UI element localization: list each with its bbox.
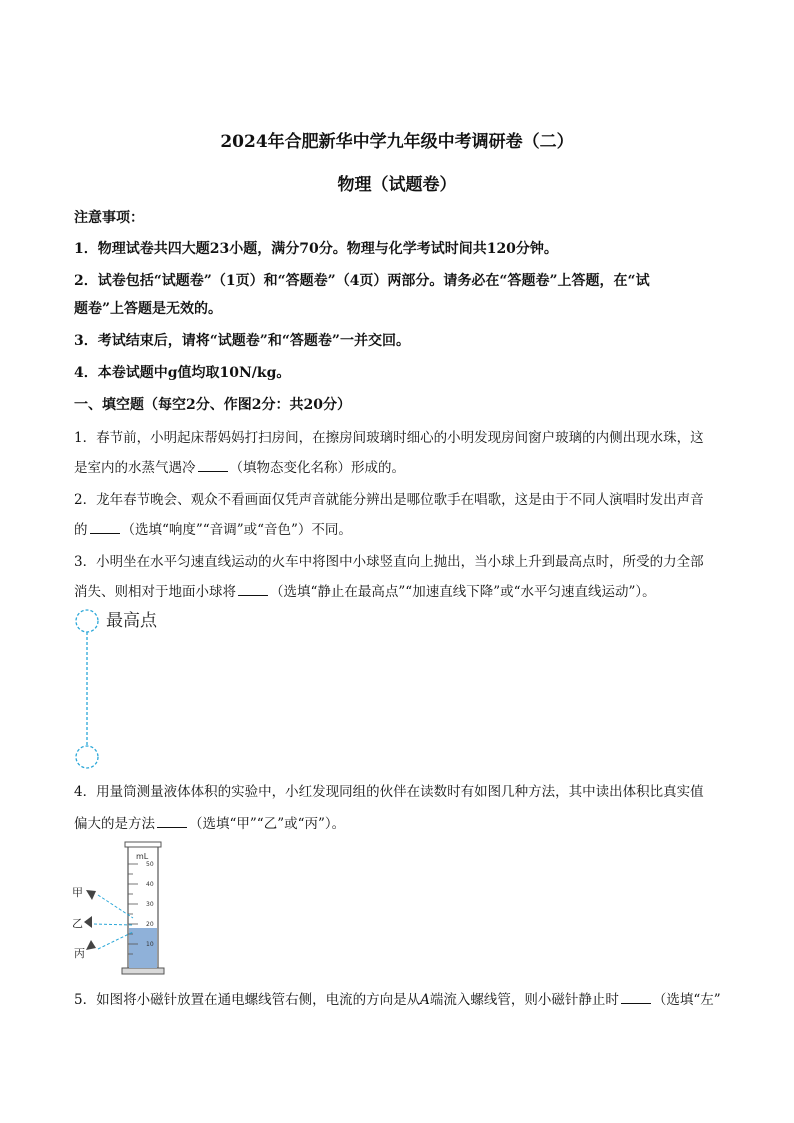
answer-blank bbox=[157, 817, 187, 828]
liquid bbox=[129, 928, 157, 968]
question-text: 5．如图将小磁针放置在通电螺线管右侧，电流的方向是从 bbox=[74, 992, 421, 1008]
graduated-cylinder-figure bbox=[70, 836, 180, 978]
method-label-yi: 乙 bbox=[72, 917, 83, 930]
question-4-line-1: 4．用量筒测量液体体积的实验中，小红发现同组的伙伴在读数时有如图几种方法，其中读出体积比真实值 bbox=[74, 784, 704, 800]
tick-label: 10 bbox=[146, 941, 154, 948]
tick-label: 30 bbox=[146, 901, 154, 908]
note-item: 1．物理试卷共四大题23小题，满分70分。物理与化学考试时间共120分钟。 bbox=[74, 241, 558, 257]
question-text: 的 bbox=[74, 522, 88, 538]
question-text: 偏大的是方法 bbox=[74, 816, 155, 832]
paper-title: 2024年合肥新华中学九年级中考调研卷（二） bbox=[220, 132, 574, 152]
question-text: （选填“响度”“音调”或“音色”）不同。 bbox=[121, 522, 352, 538]
ball-trajectory-figure bbox=[70, 606, 190, 776]
question-3-line-1: 3．小明坐在水平匀速直线运动的火车中将图中小球竖直向上抛出，当小球上升到最高点时，所受的力全部 bbox=[74, 554, 704, 570]
unit-label: mL bbox=[136, 852, 149, 861]
section-heading: 一、填空题（每空2分、作图2分：共20分） bbox=[74, 397, 351, 413]
note-item: 3．考试结束后，请将“试题卷”和“答题卷”一并交回。 bbox=[74, 333, 410, 349]
note-item: 4．本卷试题中g值均取10N/kg。 bbox=[74, 365, 291, 381]
question-text: （选填“甲”“乙”或“丙”）。 bbox=[189, 816, 346, 832]
question-1-line-1: 1．春节前，小明起床帮妈妈打扫房间，在擦房间玻璃时细心的小明发现房间窗户玻璃的内侧出现水珠，这 bbox=[74, 430, 704, 446]
answer-blank bbox=[198, 461, 228, 472]
question-2-line-2 bbox=[74, 518, 352, 538]
sight-lines bbox=[94, 895, 133, 949]
note-item: 2．试卷包括“试题卷”（1页）和“答题卷”（4页）两部分。请务必在“答题卷”上答题，在“试 bbox=[74, 273, 650, 289]
ball-top-circle bbox=[76, 610, 98, 632]
highest-point-label: 最高点 bbox=[106, 611, 157, 631]
question-3-line-2 bbox=[74, 580, 656, 600]
question-1-line-2 bbox=[74, 456, 405, 476]
notes-heading: 注意事项： bbox=[74, 210, 144, 226]
method-label-jia: 甲 bbox=[72, 886, 83, 899]
answer-blank bbox=[238, 585, 268, 596]
eye-icon bbox=[84, 916, 92, 928]
question-4-line-2 bbox=[74, 812, 345, 832]
cylinder-lip bbox=[125, 842, 161, 847]
question-text: （选填“左” bbox=[652, 992, 721, 1008]
paper-subtitle: 物理（试题卷） bbox=[337, 175, 457, 195]
ball-bottom-circle bbox=[76, 746, 98, 768]
cylinder-base bbox=[122, 968, 164, 974]
tick-label: 50 bbox=[146, 861, 154, 868]
question-text: 端流入螺线管，则小磁针静止时 bbox=[429, 992, 619, 1008]
question-text: 是室内的水蒸气遇冷 bbox=[74, 460, 196, 476]
answer-blank bbox=[90, 523, 120, 534]
terminal-a-label: A bbox=[420, 992, 430, 1008]
question-text: 消失、则相对于地面小球将 bbox=[74, 584, 236, 600]
question-text: （填物态变化名称）形成的。 bbox=[229, 460, 405, 476]
note-item: 题卷”上答题是无效的。 bbox=[74, 301, 223, 317]
method-label-bing: 丙 bbox=[74, 947, 85, 960]
tick-label: 40 bbox=[146, 881, 154, 888]
question-2-line-1: 2．龙年春节晚会、观众不看画面仅凭声音就能分辨出是哪位歌手在唱歌，这是由于不同人演唱时发出声音 bbox=[74, 492, 704, 508]
eye-icon bbox=[86, 940, 96, 950]
question-5-line-1 bbox=[74, 988, 721, 1008]
eye-icon bbox=[86, 890, 96, 900]
tick-label: 20 bbox=[146, 921, 154, 928]
question-text: （选填“静止在最高点”“加速直线下降”或“水平匀速直线运动”）。 bbox=[270, 584, 656, 600]
answer-blank bbox=[621, 993, 651, 1004]
